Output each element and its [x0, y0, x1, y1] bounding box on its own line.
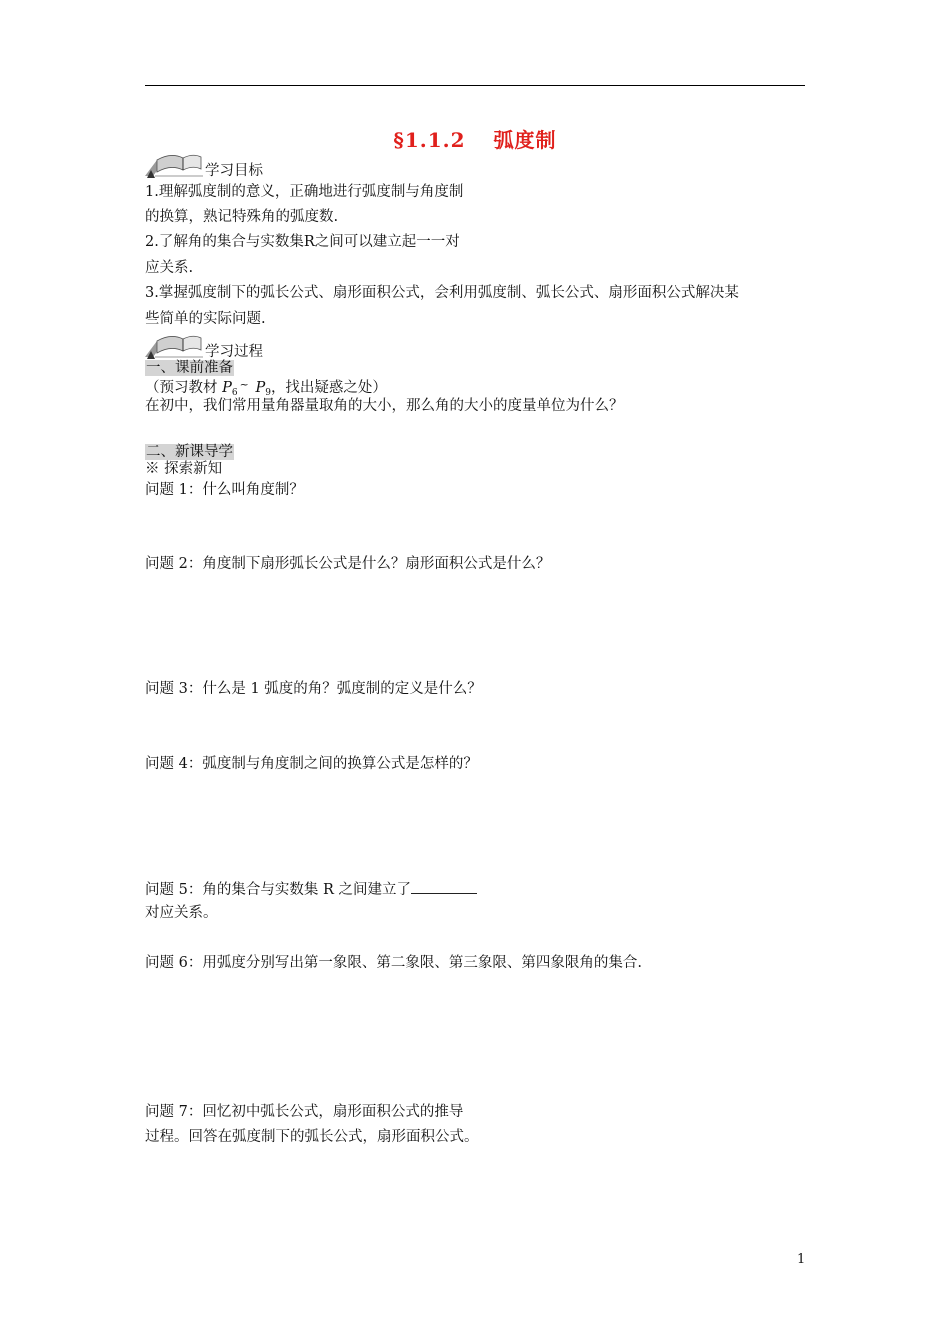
page-number: 1	[797, 1252, 806, 1267]
prep-question: 在初中，我们常用量角器量取角的大小，那么角的大小的度量单位为什么？	[145, 398, 624, 414]
question-3: 问题 3：什么是 1 弧度的角？弧度制的定义是什么？	[145, 681, 482, 697]
new-lesson-heading: 二、新课导学	[146, 444, 233, 460]
objective-line: 1.理解弧度制的意义，正确地进行弧度制与角度制	[145, 184, 464, 200]
objective-line: 应关系.	[145, 260, 194, 276]
objective-line: 的换算，熟记特殊角的弧度数.	[145, 209, 339, 225]
section-number: §1.1.2	[393, 128, 466, 152]
header-rule	[145, 85, 805, 86]
title-name: 弧度制	[493, 128, 557, 152]
answer-blank[interactable]	[411, 879, 477, 894]
question-5: 问题 5：角的集合与实数集 R 之间建立了	[145, 879, 477, 899]
process-heading: 学习过程	[205, 344, 263, 360]
objective-line: 2.了解角的集合与实数集R之间可以建立起一一对	[145, 234, 460, 250]
book-icon	[143, 150, 205, 180]
prep-note: （预习教材 $P_6^\sim$ $P_9$，找出疑惑之处）	[145, 378, 387, 398]
objectives-heading: 学习目标	[205, 163, 263, 179]
question-6: 问题 6：用弧度分别写出第一象限、第二象限、第三象限、第四象限角的集合.	[145, 955, 642, 971]
question-4: 问题 4：弧度制与角度制之间的换算公式是怎样的？	[145, 756, 478, 772]
question-7: 问题 7：回忆初中弧长公式，扇形面积公式的推导	[145, 1104, 464, 1120]
objective-line: 3.掌握弧度制下的弧长公式、扇形面积公式，会利用弧度制、弧长公式、扇形面积公式解决某	[145, 285, 739, 301]
objective-line: 些简单的实际问题.	[145, 311, 266, 327]
question-2: 问题 2：角度制下扇形弧长公式是什么？扇形面积公式是什么？	[145, 556, 551, 572]
book-icon	[143, 331, 205, 361]
question-7-cont: 过程。回答在弧度制下的弧长公式，扇形面积公式。	[145, 1129, 479, 1145]
prep-heading: 一、课前准备	[146, 360, 233, 376]
explore-heading: ※ 探索新知	[145, 461, 223, 477]
page-title	[0, 124, 950, 153]
question-5-cont: 对应关系。	[145, 905, 218, 921]
question-1: 问题 1：什么叫角度制？	[145, 482, 304, 498]
